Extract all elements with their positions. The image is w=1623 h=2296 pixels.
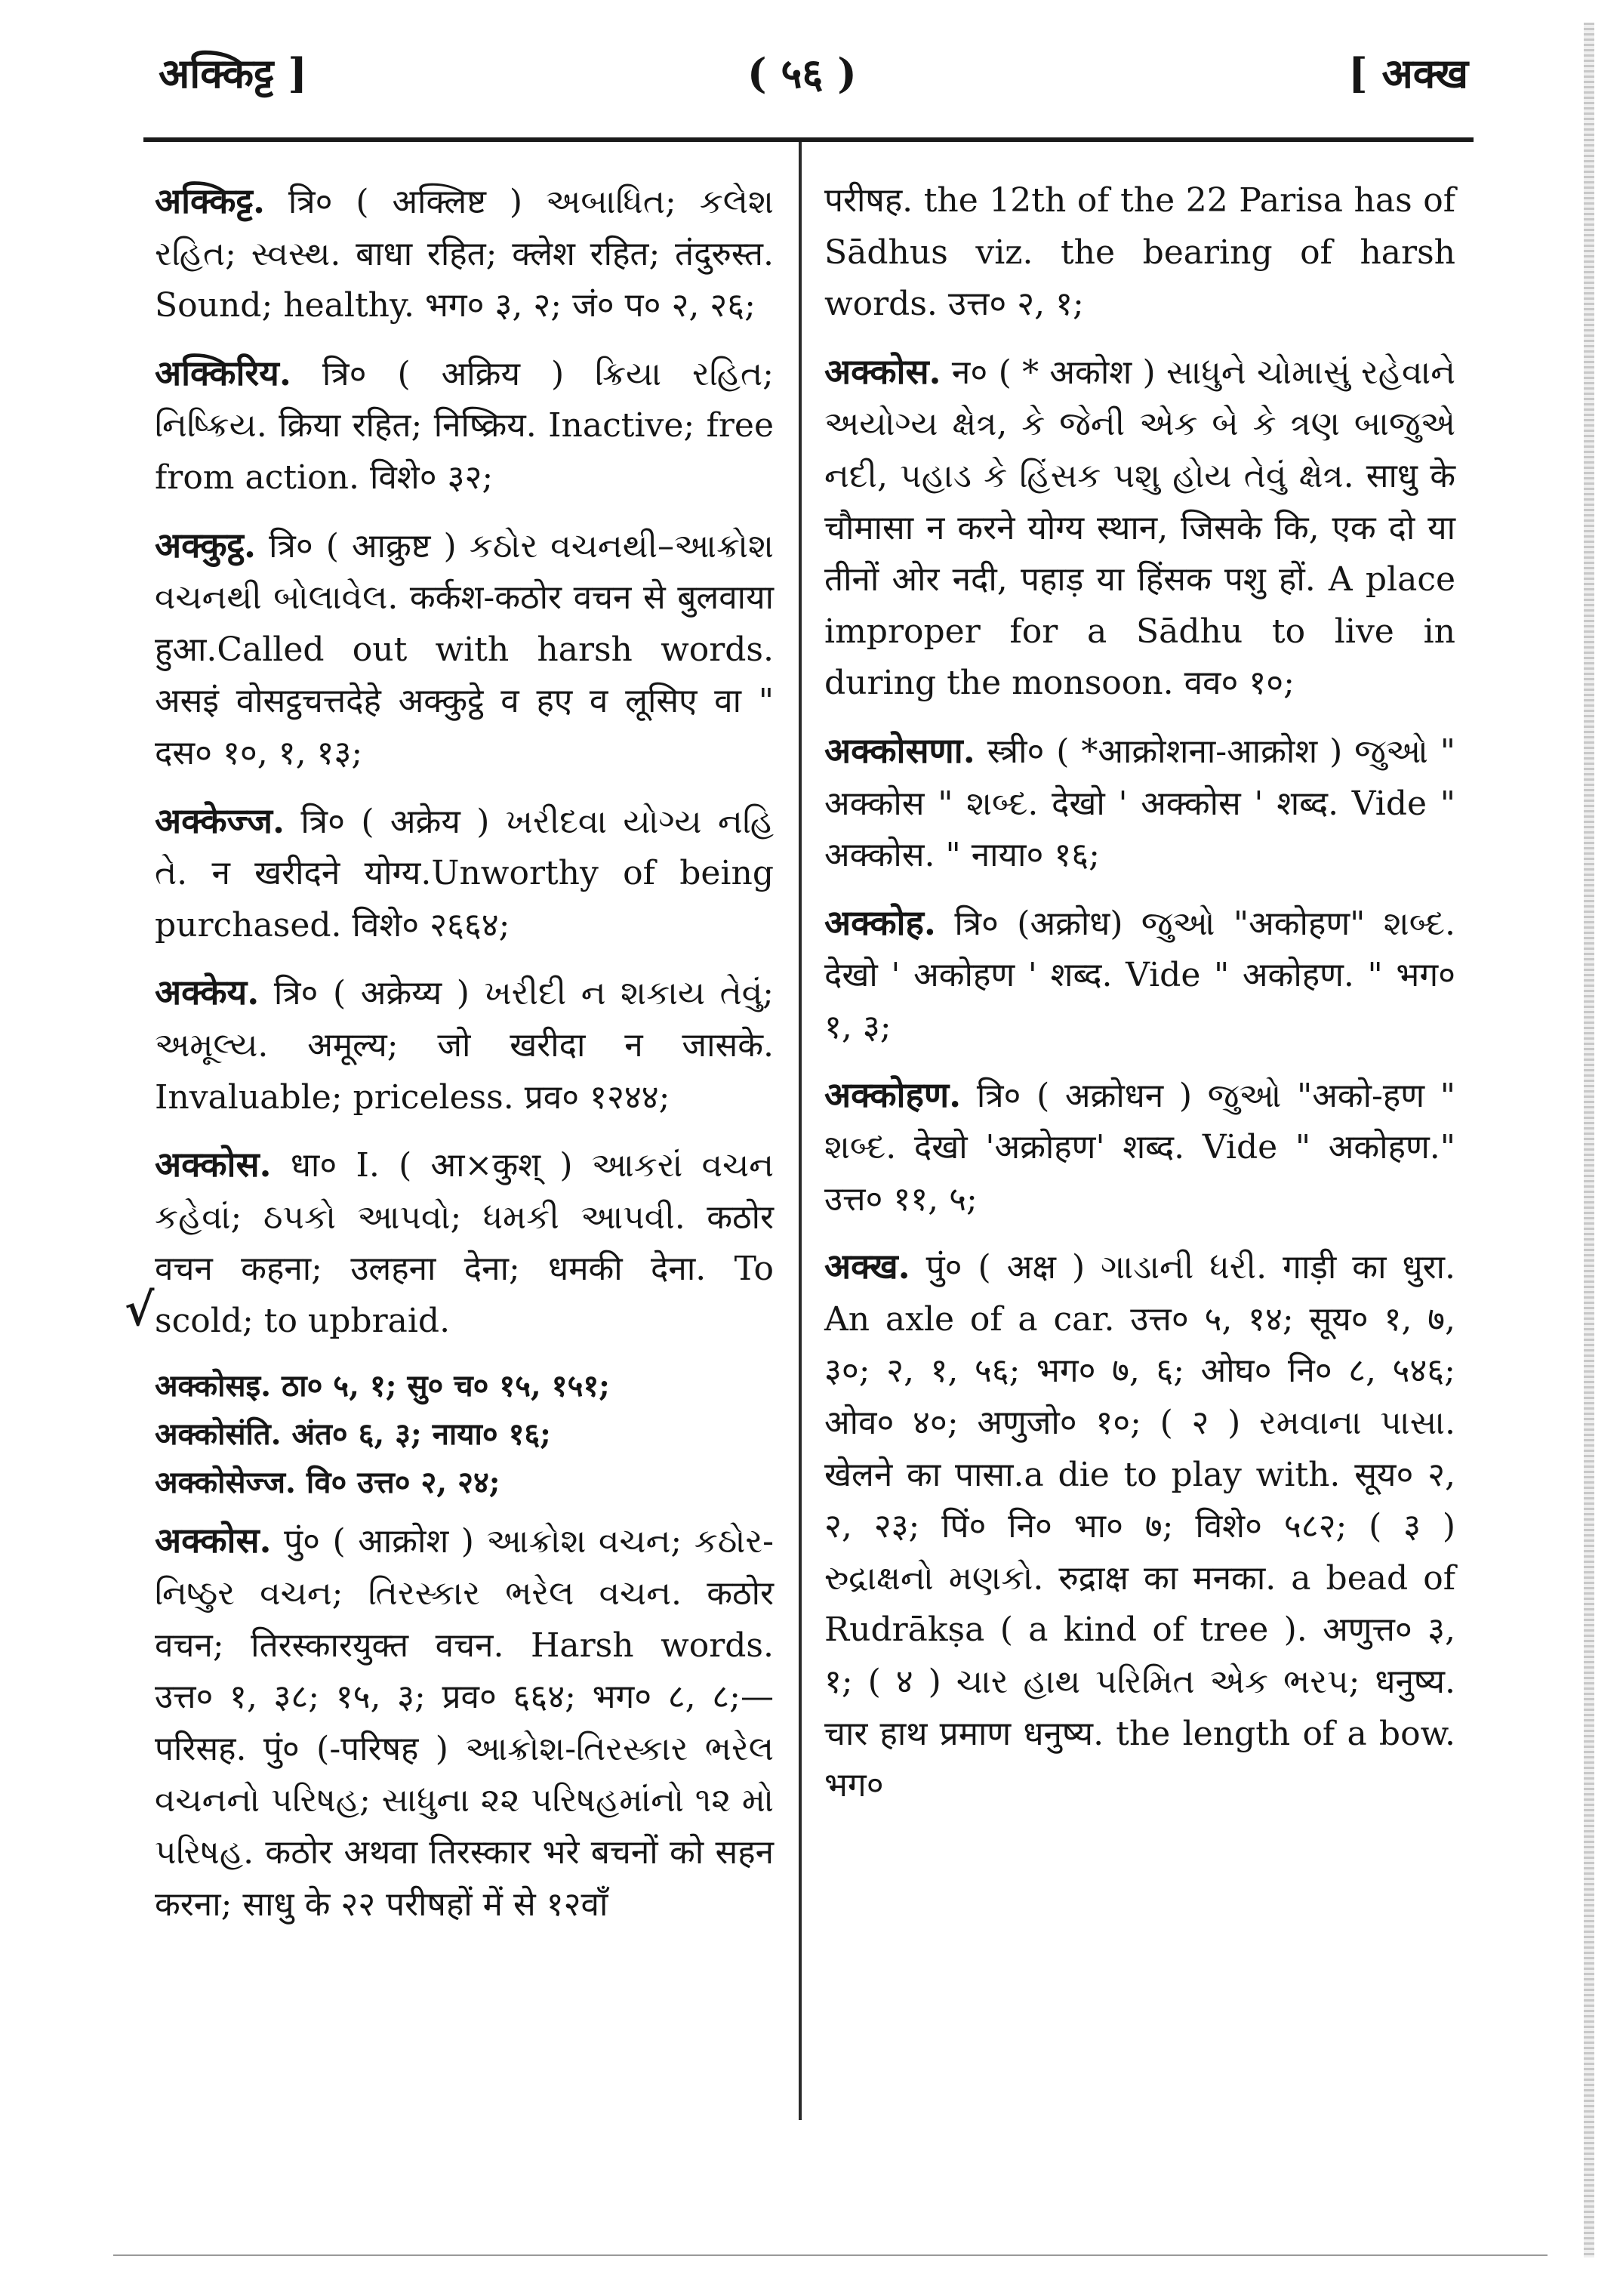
entry-text: स्त्री० ( *आक्रोशना-आक्रोश ) જુઓ " अक्कोस " શબ્દ. देखो ' अक्कोस ' शब्द. Vide " अक्कोस. " नाया० १६; [824,732,1455,875]
headword: अक्कोस. [155,1520,272,1561]
entry-text: त्रि० ( अक्रिय ) ક્રિયા રહિત; નિષ્ક્રિય. क्रिया रहित; निष्क्रिय. Inactive; free from action. विशे० ३२; [155,354,774,497]
headword: अक्कोस. [824,350,941,392]
entry-text: त्रि० ( अक्रोधन ) જુઓ "अको-हण " શબ્દ. देखो 'अक्रोहण' शब्द. Vide " अकोहण." उत्त० ११, ५; [824,1076,1455,1219]
entry-text: त्रि० ( अक्लिष्ट ) અબાધિત; કલેશ રહિત; સ્વસ્થ. बाधा रहित; क्लेश रहित; तंदुरुस्त. Sound; healthy. भग० ३, २; जं० प० २, २६; [155,183,774,325]
dictionary-entry [155,347,774,504]
entry-text: धा० I. ( आ×कुश् ) આકરાં વચન કહેવાં; ઠપકો આપવો; ધમકી આપવી. कठोर वचन कहना; उलहना देना; धमकी देना. To scold; to upbraid. [155,1146,774,1340]
verb-forms [155,1362,774,1507]
headword: अक्कोहण. [824,1074,962,1115]
dictionary-entry [155,966,774,1123]
entry-text: त्रि० (अक्रोध) જુઓ "अकोहण" શબ્દ. देखो ' अकोहण ' शब्द. Vide " अकोहण. " भग० १, ३; [824,904,1455,1046]
dictionary-entry [155,519,774,780]
entry-text: त्रि० ( आक्रुष्ट ) કઠોર વચનથી–આક્રોશ વચનથી બોલાવેલ. कर्कश-कठोर वचन से बुलवाया हुआ.Called out with harsh words. असइं वोसट्ठचत्तदेहे अक्कुट्ठे व हए व लूसिए वा " दस० १०, १, १३; [155,526,774,772]
page-number: ( ५६ ) [747,49,857,97]
dictionary-entry-continued [824,175,1455,331]
headword: अक्केय. [155,972,260,1013]
headword: अक्कुट्ठ. [155,524,257,566]
entry-text: न० ( * अकोश ) સાધુને ચોમાસું રહેવાને અયોગ્ય ક્ષેત્ર, કે જેની એક બે કે ત્રણ બાજુએ નદી, પહાડ કે હિંસક પશુ હોય તેવું ક્ષેત્ર. साधु के चौमासा न करने योग्य स्थान, जिसके कि, एक दो या तीनों ओर नदी, पहाड़ या हिंसक पशु हों. A place improper for a Sādhu to live in during the monsoon. वव० १०; [824,353,1455,703]
root-checkmark: √ [125,1284,155,1336]
headword: अक्किट्ट. [155,180,265,221]
dictionary-entry [155,1139,774,1347]
dictionary-entry [155,795,774,952]
header-rule [143,137,1474,142]
left-column [155,175,774,1946]
dictionary-entry [824,725,1455,882]
headword: अक्कोस. [155,1144,272,1185]
footer-rule [113,2254,1548,2256]
page-header [0,44,1623,104]
dictionary-entry [824,1069,1455,1226]
entry-text: पुं० ( आक्रोश ) આક્રોશ વચન; કઠોર-નિષ્ઠુર વચન; તિરસ્કાર ભરેલ વચન. कठोर वचन; तिरस्कारयुक्त वचन. Harsh words. उत्त० १, ३८; १५, ३; प्रव० ६६४; भग० ८, ८;—परिसह. पुं० (-परिषह ) આક્રોશ-તિરસ્કાર ભરેલ વચનનો પરિષહ; સાધુના ૨૨ પરિષહમાંનો ૧૨ મો પરિષહ. कठोर अथवा तिरस्कार भरे बचनों को सहन करना; साधु के २२ परीषहों में से १२वाँ [155,1522,774,1924]
headword: अक्केज्ज. [155,800,285,841]
dictionary-entry [155,175,774,332]
verb-form: अक्कोसंति. अंत० ६, ३; नाया० १६; [155,1416,551,1453]
verb-form: अक्कोसेज्ज. वि० उत्त० २, २४; [155,1465,500,1501]
headword: अक्कोसणा. [824,729,975,771]
entry-text: पुं० ( अक्ष ) ગાડાની ધરી. गाड़ी का धुरा. An axle of a car. उत्त० ५, १४; सूय० १, ७, ३०; २, १, ५६; भग० ७, ६; ओघ० नि० ८, ५४६; ओव० ४०; अणुजो० १०; ( २ ) રમવાના પાસા. खेलने का पासा.a die to play with. सूय० २, २, २३; पिं० नि० भा० ७; विशे० ५८२; ( ३ ) રુદ્રાક્ષનો મણકો. रुद्राक्ष का मनका. a bead of Rudrākṣa ( a kind of tree ). अणुत्त० ३, १; ( ४ ) ચાર હાથ પરિમિત એક ભરપ; धनुष्य. चार हाथ प्रमाण धनुष्य. the length of a bow. भग० [824,1248,1455,1805]
dictionary-entry [155,1515,774,1931]
headword: अक्किरिय. [155,352,291,393]
page-edge [1584,23,1594,2257]
column-divider [799,142,802,2120]
dictionary-entry [824,897,1455,1054]
header-right-guideword: [ अक्ख [1348,49,1468,97]
entry-text: त्रि० ( अक्रेय्य ) ખરીદી ન શકાય તેવું; અમૂલ્ય. अमूल्य; जो खरीदा न जासके. Invaluable; priceless. प्रव० १२४४; [155,974,774,1117]
entry-text: परीषह. the 12th of the 22 Parisa has of Sādhus viz. the bearing of harsh words. उत्त० २, १; [824,181,1455,324]
dictionary-entry [824,1240,1455,1812]
header-left-guideword: अक्किट्ट ] [159,49,307,97]
entry-text: त्रि० ( अक्रेय ) ખરીદવા યોગ્ય નહિ તે. न खरीदने योग्य.Unworthy of being purchased. विशे० २६६४; [155,802,774,945]
headword: अक्ख. [824,1246,910,1287]
right-column [824,175,1455,1827]
dictionary-entry [824,346,1455,710]
verb-form: अक्कोसइ. ठा० ५, १; सु० च० १५, १५१; [155,1368,610,1404]
headword: अक्कोह. [824,901,936,943]
